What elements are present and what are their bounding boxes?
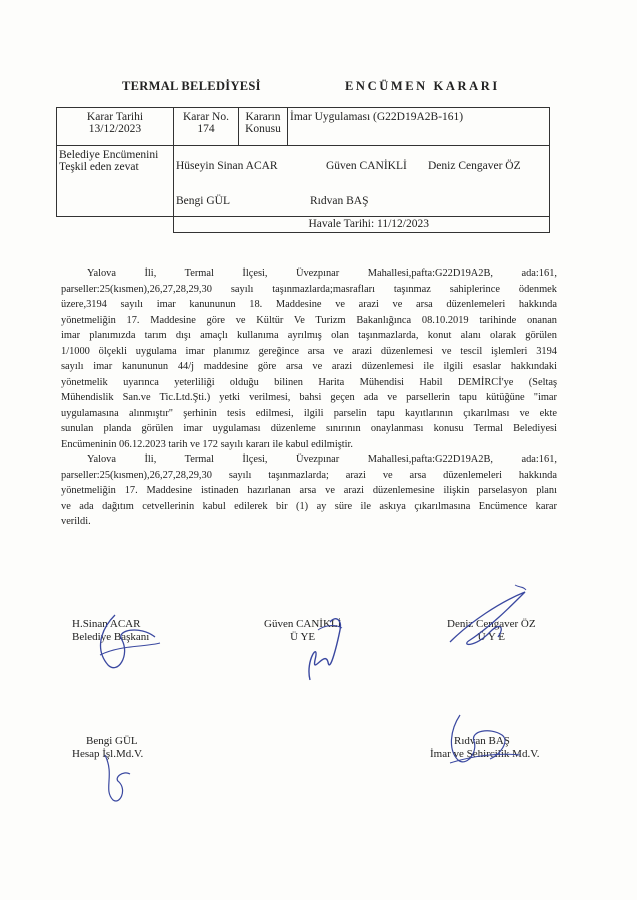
p2-line: Yalova İli, Termal İlçesi, Üvezpınar Mahallesi,pafta:G22D19A2B, ada:161, (87, 454, 557, 465)
council-label-cell (57, 146, 174, 217)
p1-line: parseller:25(kısmen),26,27,28,29,30 sayılı taşınmazlarda;masrafları taşınmaz sahiplerince ödenmek (61, 283, 557, 295)
signer-title: Hesap İşl.Md.V. (72, 748, 144, 760)
decision-date-label: Karar Tarihi (86, 111, 144, 123)
subject-cell (288, 108, 550, 146)
member-2: Güven CANİKLİ (326, 160, 407, 172)
signer-name: Rıdvan BAŞ (454, 735, 510, 747)
member-4: Bengi GÜL (176, 195, 230, 207)
signature-ink-oz (430, 582, 540, 662)
member-5: Rıdvan BAŞ (310, 195, 369, 207)
referral-date-cell (174, 217, 550, 233)
p2-line: verildi. (61, 516, 91, 527)
decision-meta-table (56, 107, 550, 233)
decision-no: 174 (197, 123, 215, 135)
p1-line: üzere,3194 sayılı imar kanununun 18. Maddesine ve arazi ve arsa düzenlemeleri hakkında (61, 299, 557, 310)
signer-name: Deniz Cengaver ÖZ (447, 618, 536, 630)
document-title: ENCÜMEN KARARI (345, 79, 500, 93)
signer-title: Ü YE (290, 631, 316, 643)
signer-name: Bengi GÜL (86, 735, 138, 747)
p1-line: Yalova İli, Termal İlçesi, Üvezpınar Mahallesi,pafta:G22D19A2B, ada:161, (87, 268, 557, 279)
decision-date-cell (57, 108, 174, 146)
referral-date: Havale Tarihi: 11/12/2023 (308, 218, 429, 230)
org-name: TERMAL BELEDİYESİ (122, 79, 261, 93)
council-label-line2: Teşkil eden zevat (59, 161, 139, 173)
signer-title: İmar ve Şehircilik Md.V. (430, 748, 540, 760)
p1-line: sayılı imar kanununun 44/j maddesine göre arsa ve arazi düzenlemesi ile ilgili esaslar hakkındaki (61, 361, 557, 372)
signer-title: Ü Y E (477, 631, 505, 643)
subject-text: İmar Uygulaması (G22D19A2B-161) (290, 111, 464, 123)
p2-line: parseller:25(kısmen),26,27,28,29,30 sayılı taşınmazlarda; arazi ve arsa düzenlemeleri hakkında (61, 469, 557, 481)
p1-line: uygulamasına alınmıştır" şerhinin tesis edilmesi, ilgili parselin tapu kayıtlarının çıkarılması ve ekte (61, 407, 557, 419)
signer-title: Belediye Başkanı (72, 631, 150, 643)
decision-no-cell (174, 108, 239, 146)
decision-no-label: Karar No. (183, 111, 229, 123)
p2-line: ve ada dağıtım cetvellerinin kabul edilerek bir (1) ay süre ile askıya çıkarılmasına Encümence karar (61, 500, 557, 512)
p1-line: Mühendislik San.ve Tic.Ltd.Şti.) yetki verilmesi, bahsi geçen ada ve parsellerin tapu kütüğüne "imar (61, 392, 557, 403)
subject-label-cell (239, 108, 288, 146)
p1-line: yönetmeliğin 17. Maddesine göre ve Kültür Ve Turizm Bakanlığınca 08.10.2019 tarihinde onanan (61, 314, 557, 326)
p1-line: yönetmelik uyarınca yeterliliği olduğu bilinen Harita Mühendisi Habil DEMİRCİ'ye (Seltaş (61, 376, 557, 388)
p1-line: Encümeninin 06.12.2023 tarih ve 172 sayılı kararı ile kabul edilmiştir. (61, 438, 354, 450)
member-3: Deniz Cengaver ÖZ (428, 160, 521, 172)
subject-label-line1: Kararın (245, 111, 281, 123)
p1-line: 1/1000 ölçekli uygulama imar planımız gereğince arsa ve arazi düzenlemesi ve tescil işlemleri 3194 (61, 345, 557, 357)
subject-label-line2: Konusu (245, 123, 281, 135)
p2-line: yönetmeliğin 17. Maddesine istinaden hazırlanan arsa ve arazi düzenlemesine ilişkin parselasyon planı (61, 485, 557, 496)
signature-ink-bas (430, 705, 530, 785)
decision-date: 13/12/2023 (88, 123, 142, 135)
signature-ink-acar (60, 595, 180, 685)
member-1: Hüseyin Sinan ACAR (176, 160, 278, 172)
signer-name: H.Sinan ACAR (72, 618, 141, 630)
signature-ink-gul (95, 740, 145, 810)
signer-name: Güven CANİKLİ (264, 618, 342, 630)
council-members-cell (174, 146, 550, 217)
p1-line: imar planımızda tarım dışı amaçlı kullanıma ayrılmış olan taşınmazlarda, konut alanı olarak görülen (61, 330, 557, 341)
decision-paragraph-2 (61, 452, 557, 530)
decision-paragraph-1 (61, 266, 557, 452)
p1-line: sunulan planda görülen imar uygulaması düzenleme sınırının onaylanması konusu Termal Belediyesi (61, 423, 557, 434)
signature-ink-canikli (280, 600, 370, 690)
council-label-line1: Belediye Encümenini (59, 149, 159, 161)
